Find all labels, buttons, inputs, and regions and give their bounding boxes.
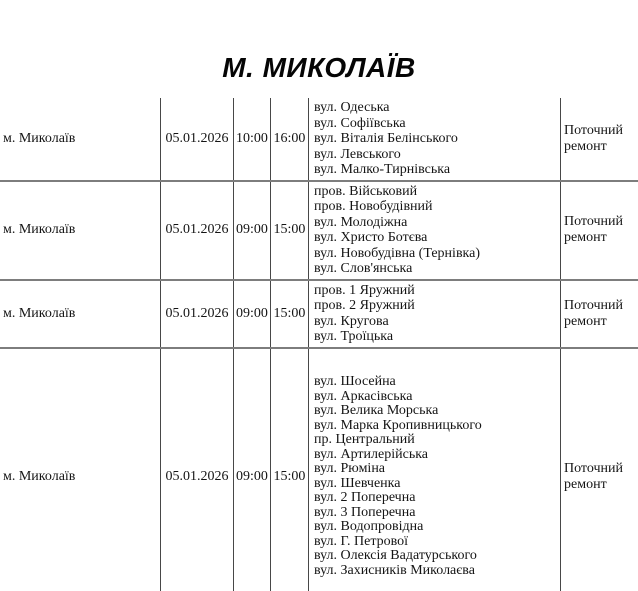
street-line: вул. Малко-Тирнівська — [314, 162, 451, 177]
streets-cell — [308, 182, 560, 279]
street-line: пров. Військовий — [314, 183, 418, 199]
street-line: вул. Аркасівська — [314, 388, 413, 404]
location-cell: м. Миколаїв — [3, 305, 76, 321]
start-time-cell: 10:00 — [233, 98, 270, 180]
work-type-cell: Поточний ремонт — [560, 182, 638, 279]
street-line: пров. 1 Яружний — [314, 282, 415, 298]
streets-cell — [308, 281, 560, 347]
outage-table — [0, 98, 638, 591]
street-line: вул. Кругова — [314, 313, 389, 329]
streets-cell — [308, 98, 560, 180]
street-line: вул. Водопровідна — [314, 519, 424, 534]
location-cell: м. Миколаїв — [3, 468, 76, 484]
street-line: вул. 2 Поперечна — [314, 490, 416, 505]
street-line: пров. 2 Яружний — [314, 298, 415, 313]
street-line: вул. Велика Морська — [314, 403, 439, 418]
end-time-cell: 16:00 — [270, 98, 308, 180]
street-line: вул. Одеська — [314, 100, 390, 115]
table-row — [0, 180, 638, 279]
street-line: вул. Молодіжна — [314, 214, 408, 230]
date-cell: 05.01.2026 — [160, 281, 233, 347]
end-time-cell: 15:00 — [270, 281, 308, 347]
work-type-cell: Поточний ремонт — [560, 281, 638, 347]
date-cell: 05.01.2026 — [160, 98, 233, 180]
street-line: вул. Захисників Миколаєва — [314, 562, 475, 578]
date-cell: 05.01.2026 — [160, 349, 233, 591]
street-line: пр. Центральний — [314, 432, 415, 447]
street-line: вул. Рюміна — [314, 461, 386, 476]
start-time-cell: 09:00 — [233, 349, 270, 591]
street-line: вул. Троїцька — [314, 329, 394, 344]
street-line: вул. Шевченка — [314, 475, 401, 491]
start-time-cell: 09:00 — [233, 182, 270, 279]
street-line: вул. 3 Поперечна — [314, 504, 416, 520]
streets-cell — [308, 349, 560, 591]
street-line: вул. Шосейна — [314, 374, 396, 389]
work-type-cell: Поточний ремонт — [560, 98, 638, 180]
location-cell: м. Миколаїв — [3, 130, 76, 146]
street-line: вул. Г. Петрової — [314, 533, 409, 549]
table-row — [0, 347, 638, 591]
street-line: вул. Слов'янська — [314, 261, 413, 276]
end-time-cell: 15:00 — [270, 349, 308, 591]
table-row — [0, 98, 638, 180]
street-line: вул. Новобудівна (Тернівка) — [314, 245, 481, 261]
street-line: вул. Віталія Белінського — [314, 131, 458, 146]
end-time-cell: 15:00 — [270, 182, 308, 279]
street-line: вул. Левського — [314, 146, 401, 162]
start-time-cell: 09:00 — [233, 281, 270, 347]
page-title: М. МИКОЛАЇВ — [222, 52, 416, 83]
street-line: вул. Олексія Вадатурського — [314, 548, 477, 563]
work-type-cell: Поточний ремонт — [560, 349, 638, 591]
street-line: вул. Христо Ботєва — [314, 230, 428, 245]
date-cell: 05.01.2026 — [160, 182, 233, 279]
street-line: вул. Марка Кропивницького — [314, 417, 482, 433]
street-line: вул. Артилерійська — [314, 446, 429, 462]
table-row — [0, 279, 638, 347]
street-line: пров. Новобудівний — [314, 199, 433, 214]
street-line: вул. Софіївська — [314, 115, 406, 131]
location-cell: м. Миколаїв — [3, 222, 76, 237]
